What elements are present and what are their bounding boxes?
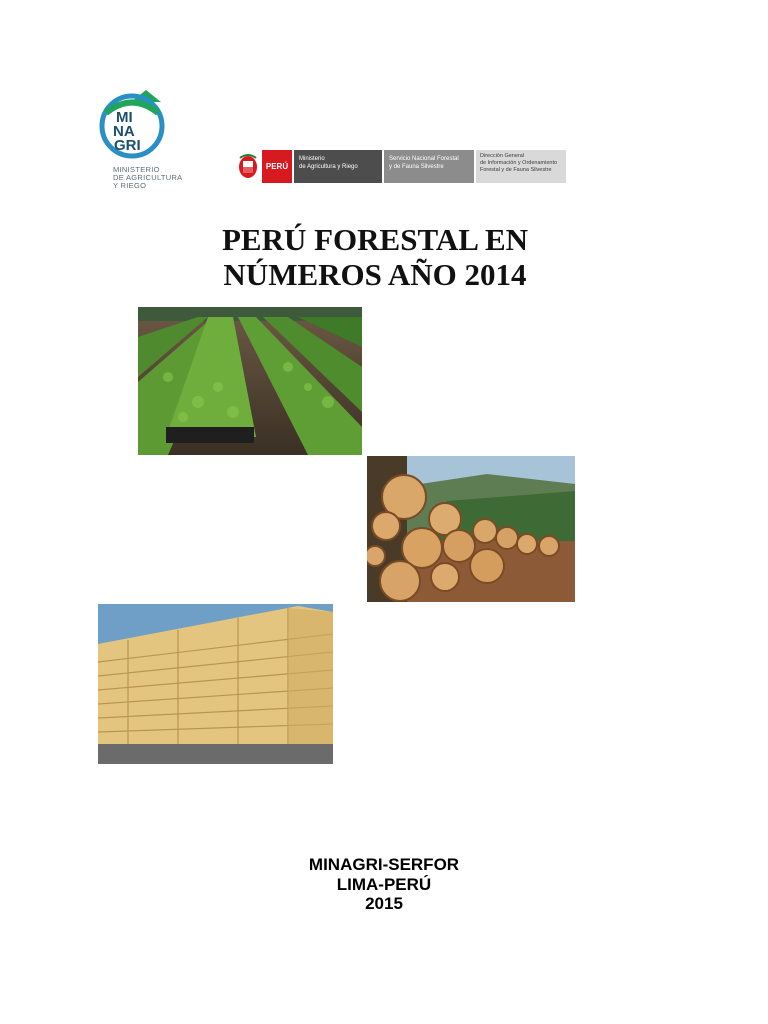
nursery-seedlings-photo — [138, 307, 362, 455]
minagri-tagline — [113, 166, 183, 190]
logo-na: NA — [113, 123, 135, 140]
dgio-line-3: Forestal y de Fauna Silvestre — [480, 167, 552, 173]
dgio-line-2: de Información y Ordenamiento — [480, 160, 558, 166]
tagline-line-3: Y RIEGO — [113, 181, 147, 190]
logo-mi: MI — [116, 109, 133, 126]
ministerio-box — [294, 150, 382, 183]
dgio-line-1: Dirección General — [480, 153, 525, 159]
serfor-box — [384, 150, 474, 183]
publisher: MINAGRI-SERFOR — [308, 855, 460, 874]
year: 2015 — [365, 894, 403, 913]
ministerio-line-1: Ministerio — [299, 156, 325, 162]
ministerio-line-2: de Agricultura y Riego — [299, 164, 358, 170]
document-title-line-2: NÚMEROS AÑO 2014 — [223, 257, 527, 292]
logo-gri: GRI — [114, 137, 141, 154]
peru-label: PERÚ — [262, 150, 292, 183]
tagline-line-2: DE AGRICULTURA — [113, 173, 183, 182]
dgio-box — [476, 150, 566, 183]
document-title-line-1: PERÚ FORESTAL EN — [221, 222, 529, 257]
peru-seal-icon — [236, 150, 260, 183]
serfor-line-1: Servicio Nacional Forestal — [389, 156, 459, 162]
place: LIMA-PERÚ — [336, 875, 432, 894]
lumber-stack-photo — [98, 604, 333, 764]
tagline-line-1: MINISTERIO — [113, 165, 160, 174]
timber-logs-photo — [367, 456, 575, 602]
serfor-line-2: y de Fauna Silvestre — [389, 164, 444, 170]
